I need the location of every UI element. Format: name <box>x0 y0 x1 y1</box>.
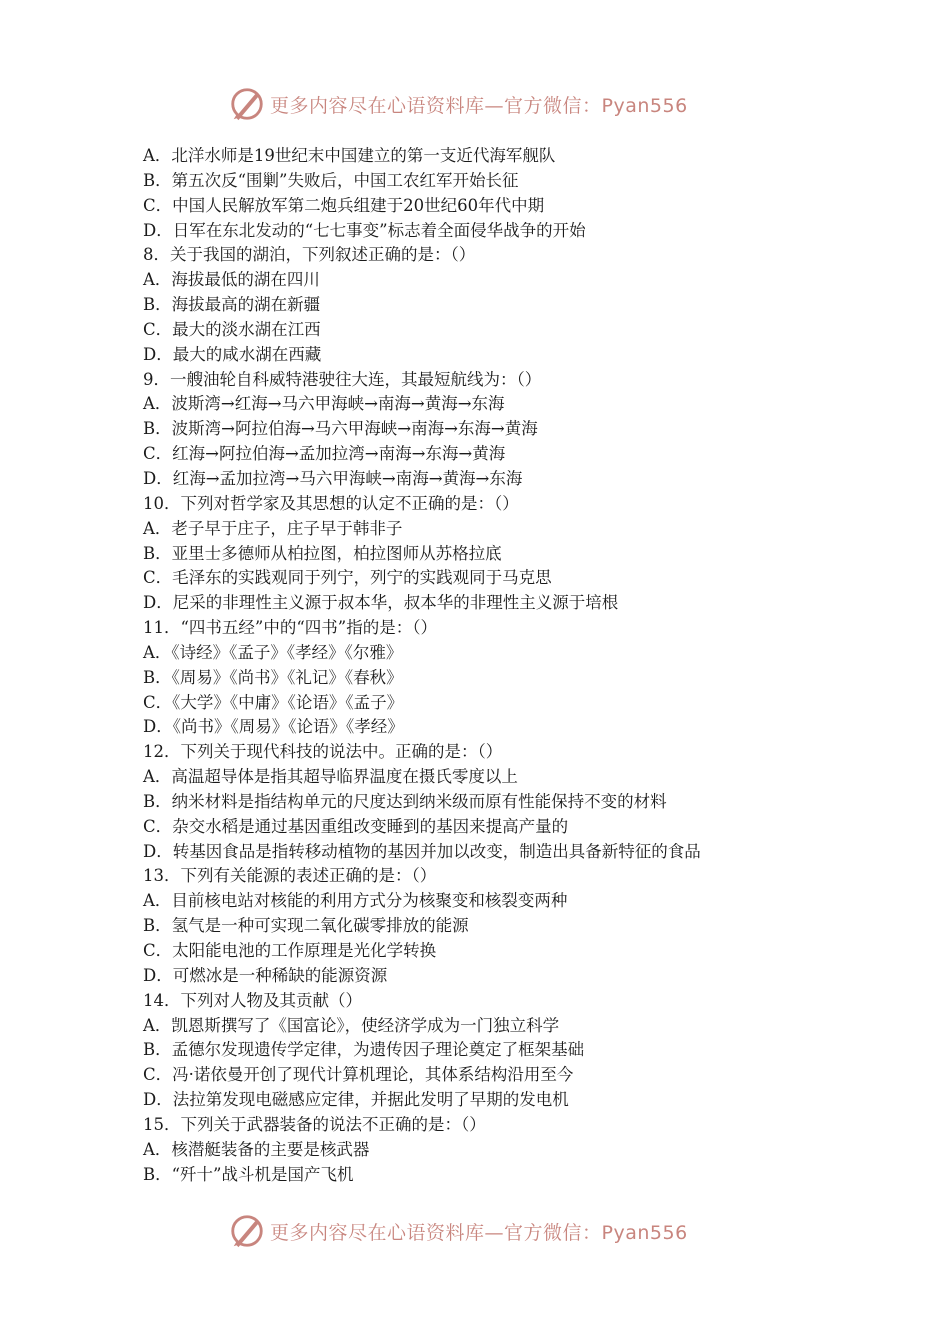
text-line: 8．关于我国的湖泊，下列叙述正确的是：（） <box>143 245 476 265</box>
text-line: A．目前核电站对核能的利用方式分为核聚变和核裂变两种 <box>143 891 568 911</box>
text-line: A．高温超导体是指其超导临界温度在摄氏零度以上 <box>143 767 518 787</box>
text-line: B．纳米材料是指结构单元的尺度达到纳米级而原有性能保持不变的材料 <box>143 791 667 811</box>
text-line: A．核潜艇装备的主要是核武器 <box>143 1139 370 1159</box>
text-line: D．最大的咸水湖在西藏 <box>143 344 322 364</box>
text-line: C．中国人民解放军第二炮兵组建于20世纪60年代中期 <box>143 195 545 215</box>
text-line: D．《尚书》《周易》《论语》《孝经》 <box>143 717 404 737</box>
text-line: B．波斯湾→阿拉伯海→马六甲海峡→南海→东海→黄海 <box>143 419 538 439</box>
text-line: C．冯·诺依曼开创了现代计算机理论，其体系结构沿用至今 <box>143 1065 574 1085</box>
text-line: D．法拉第发现电磁感应定律，并据此发明了早期的发电机 <box>143 1090 569 1110</box>
text-line: D．可燃冰是一种稀缺的能源资源 <box>143 965 388 985</box>
text-line: C．最大的淡水湖在江西 <box>143 319 321 339</box>
text-line: B．海拔最高的湖在新疆 <box>143 295 321 315</box>
text-line: B．第五次反“围剿”失败后，中国工农红军开始长征 <box>143 170 519 190</box>
text-line: D．尼采的非理性主义源于叔本华，叔本华的非理性主义源于培根 <box>143 593 619 613</box>
question-list <box>143 144 843 1187</box>
text-line: A．老子早于庄子，庄子早于韩非子 <box>143 518 403 538</box>
text-line: B．“歼十”战斗机是国产飞机 <box>143 1164 354 1184</box>
text-line: A．凯恩斯撰写了《国富论》，使经济学成为一门独立科学 <box>143 1015 560 1035</box>
text-line: A．海拔最低的湖在四川 <box>143 270 320 290</box>
text-line: 13．下列有关能源的表述正确的是：（） <box>143 866 437 886</box>
text-line: C．太阳能电池的工作原理是光化学转换 <box>143 941 437 960</box>
text-line: D．日军在东北发动的“七七事变”标志着全面侵华战争的开始 <box>143 220 586 240</box>
text-line: 12．下列关于现代科技的说法中。正确的是：（） <box>143 742 503 762</box>
text-line: A．《诗经》《孟子》《孝经》《尔雅》 <box>143 642 403 662</box>
text-line: C．杂交水稻是通过基因重组改变睡到的基因来提高产量的 <box>143 816 569 836</box>
header-watermark <box>228 84 728 124</box>
pen-logo-icon <box>228 85 266 123</box>
text-line: 15．下列关于武器装备的说法不正确的是：（） <box>143 1114 486 1134</box>
text-line: C．红海→阿拉伯海→孟加拉湾→南海→东海→黄海 <box>143 444 506 464</box>
text-line: 10．下列对哲学家及其思想的认定不正确的是：（） <box>143 493 519 513</box>
text-line: B．氢气是一种可实现二氧化碳零排放的能源 <box>143 916 469 936</box>
text-line: A．北洋水师是19世纪末中国建立的第一支近代海军舰队 <box>143 146 556 165</box>
text-line: D．红海→孟加拉湾→马六甲海峡→南海→黄海→东海 <box>143 468 523 488</box>
text-line: 9．一艘油轮自科威特港驶往大连，其最短航线为：（） <box>143 369 542 389</box>
text-line: C．《大学》《中庸》《论语》《孟子》 <box>143 692 404 712</box>
text-line: C．毛泽东的实践观同于列宁，列宁的实践观同于马克思 <box>143 568 552 588</box>
text-line: 11．“四书五经”中的“四书”指的是：（） <box>143 618 437 638</box>
text-line: B．孟德尔发现遗传学定律，为遗传因子理论奠定了框架基础 <box>143 1040 585 1060</box>
text-line: A．波斯湾→红海→马六甲海峡→南海→黄海→东海 <box>143 394 505 414</box>
text-line: 14．下列对人物及其贡献（） <box>143 990 362 1010</box>
watermark-text: 更多内容尽在心语资料库—官方微信：Pyan556 <box>270 1221 688 1244</box>
text-line: D．转基因食品是指转移动植物的基因并加以改变，制造出具备新特征的食品 <box>143 841 701 861</box>
text-line: B．亚里士多德师从柏拉图，柏拉图师从苏格拉底 <box>143 543 502 563</box>
pen-logo-icon <box>228 1212 266 1250</box>
watermark-text: 更多内容尽在心语资料库—官方微信：Pyan556 <box>270 94 688 117</box>
text-line: B．《周易》《尚书》《礼记》《春秋》 <box>143 667 403 687</box>
footer-watermark <box>228 1211 728 1251</box>
